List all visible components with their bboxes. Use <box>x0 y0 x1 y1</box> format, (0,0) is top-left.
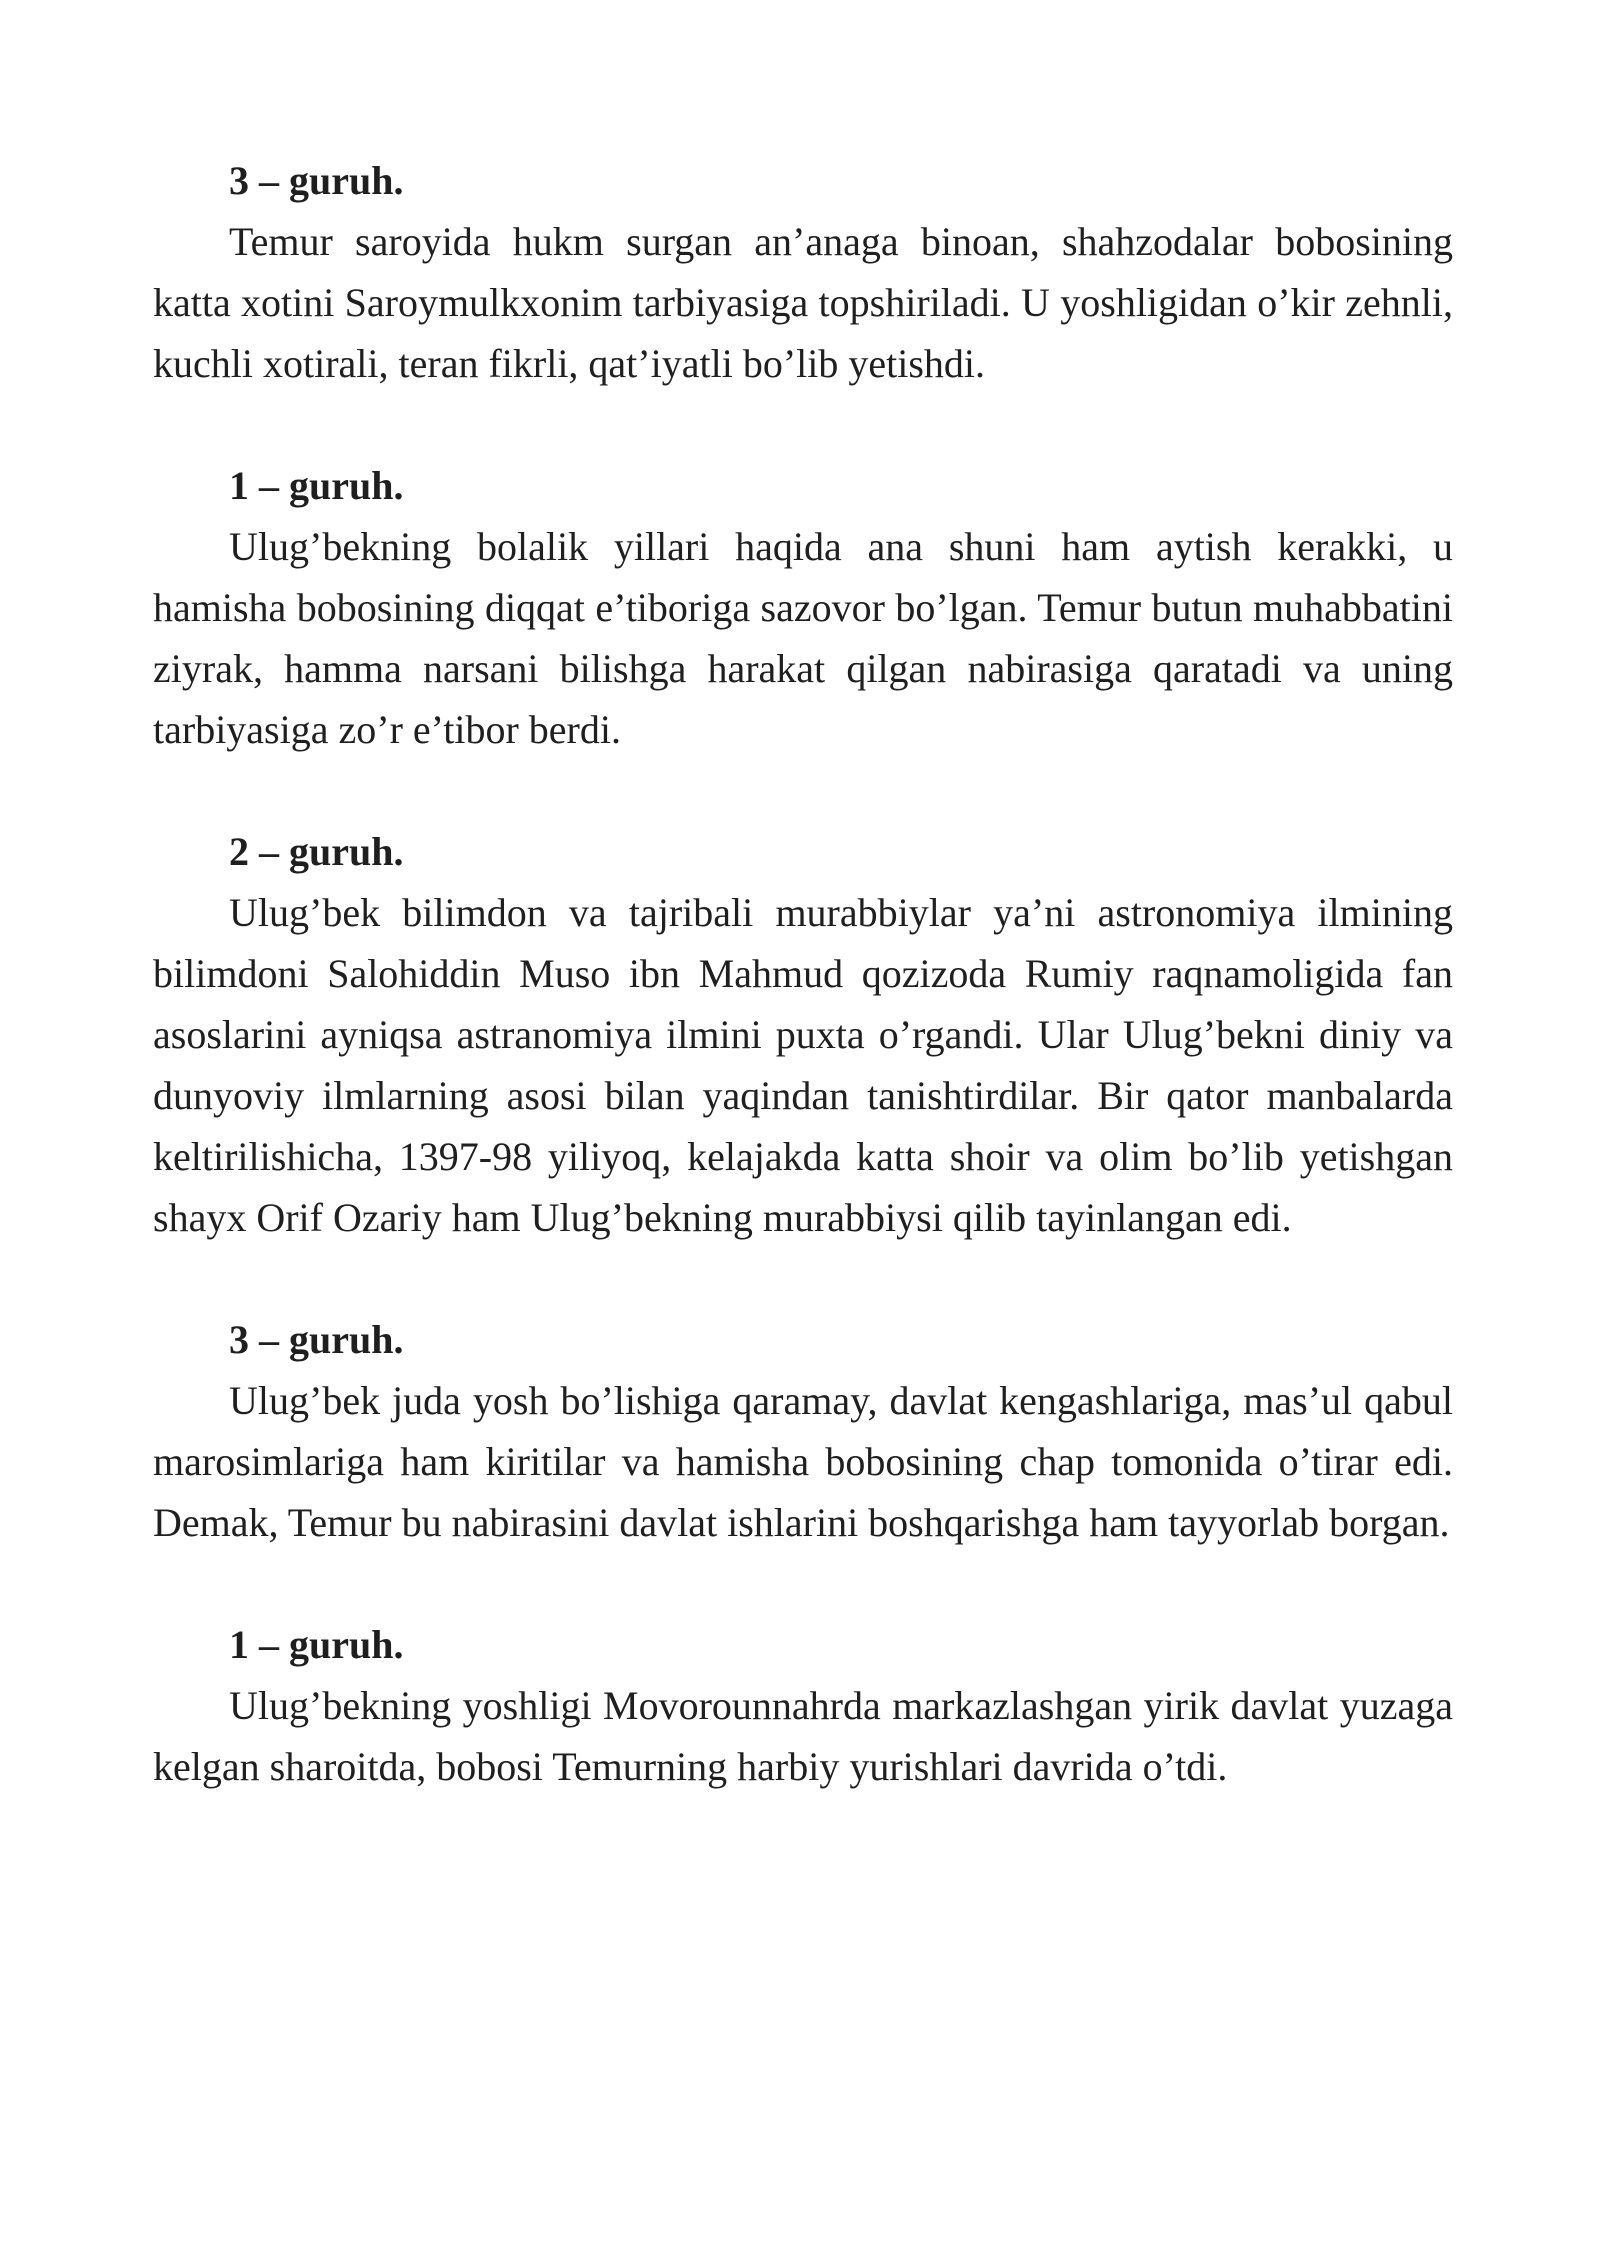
section-paragraph: Ulug’bek bilimdon va tajribali murabbiylar ya’ni astronomiya ilmining bilimdoni Salohiddin Muso ibn Mahmud qozizoda Rumiy raqnamoligida fan asoslarini ayniqsa astranomiya ilmini puxta o’rgandi. Ular Ulug’bekni diniy va dunyoviy ilmlarning asosi bilan yaqindan tanishtirdilar. Bir qator manbalarda keltirilishicha, 1397-98 yiliyoq, kelajakda katta shoir va olim bo’lib yetishgan shayx Orif Ozariy ham Ulug’bekning murabbiysi qilib tayinlangan edi. <box>153 890 1453 1240</box>
group-section <box>153 1614 1453 1797</box>
group-section <box>153 1309 1453 1553</box>
section-heading: 3 – guruh. <box>229 158 404 203</box>
section-paragraph: Ulug’bekning bolalik yillari haqida ana shuni ham aytish kerakki, u hamisha bobosining diqqat e’tiboriga sazovor bo’lgan. Temur butun muhabbatini ziyrak, hamma narsani bilishga harakat qilgan nabirasiga qaratadi va uning tarbiyasiga zo’r e’tibor berdi. <box>153 524 1453 752</box>
group-section <box>153 150 1453 394</box>
section-heading: 2 – guruh. <box>229 829 404 874</box>
section-paragraph: Ulug’bek juda yosh bo’lishiga qaramay, davlat kengashlariga, mas’ul qabul marosimlariga ham kiritilar va hamisha bobosining chap tomonida o’tirar edi. Demak, Temur bu nabirasini davlat ishlarini boshqarishga ham tayyorlab borgan. <box>153 1378 1453 1545</box>
document-body <box>153 150 1453 1858</box>
section-heading: 1 – guruh. <box>229 1622 404 1667</box>
section-heading: 3 – guruh. <box>229 1317 404 1362</box>
section-heading: 1 – guruh. <box>229 463 404 508</box>
group-section <box>153 821 1453 1248</box>
group-section <box>153 455 1453 760</box>
section-paragraph: Temur saroyida hukm surgan an’anaga binoan, shahzodalar bobosining katta xotini Saroymulkxonim tarbiyasiga topshiriladi. U yoshligidan o’kir zehnli, kuchli xotirali, teran fikrli, qat’iyatli bo’lib yetishdi. <box>153 219 1453 386</box>
section-paragraph: Ulug’bekning yoshligi Movorounnahrda markazlashgan yirik davlat yuzaga kelgan sharoitda, bobosi Temurning harbiy yurishlari davrida o’tdi. <box>153 1683 1453 1789</box>
